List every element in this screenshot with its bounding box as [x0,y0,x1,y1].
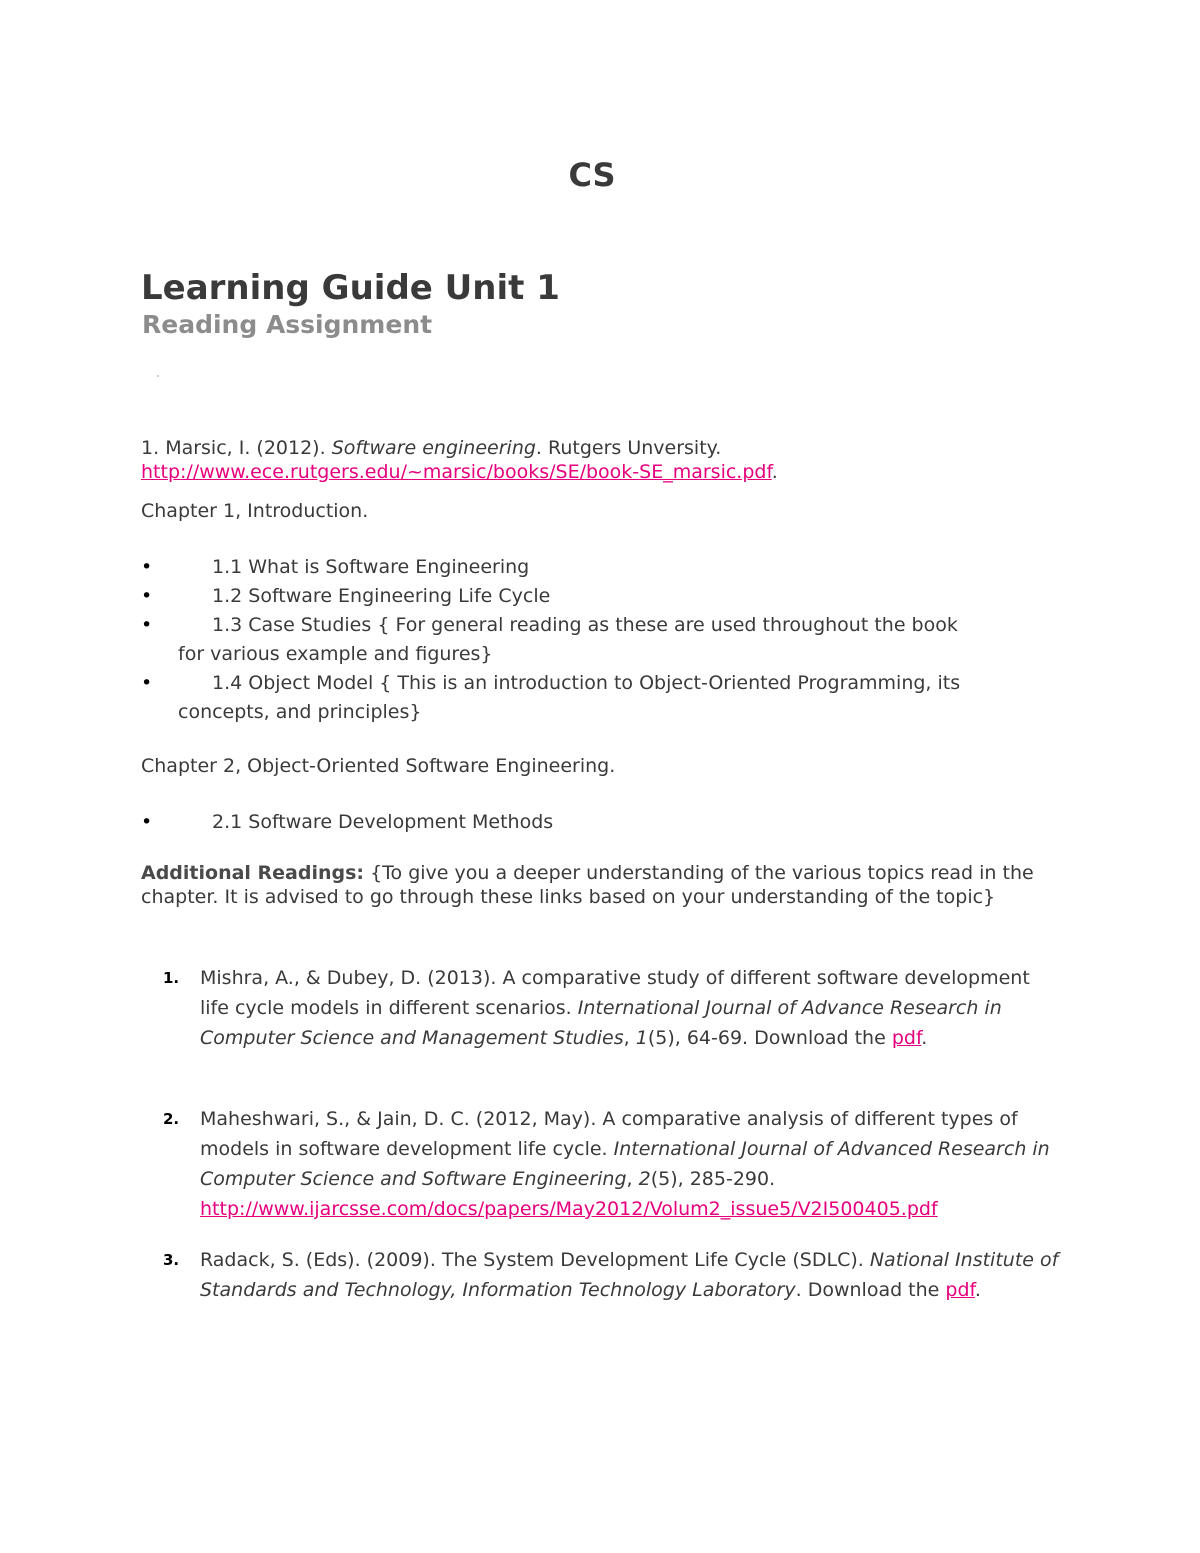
citation-journal: International Journal of Advance Research in Computer Science and Management Studies [200,997,1002,1049]
citation-text: , [626,1168,639,1190]
citation-text: (5), 64-69. Download the [647,1027,892,1049]
list-item [141,669,1041,727]
citation-volume: 2 [638,1168,651,1190]
citation-text: Mishra, A., & Dubey, D. (2013). A comparative study of different software development life cycle models in different scenarios. [200,967,1030,1019]
additional-readings-intro [141,861,1061,909]
chapter2-topic-list [141,808,1041,837]
reading-item [141,1104,1061,1224]
list-item-continuation: for various example and figures} [178,643,493,665]
citation-text: Radack, S. (Eds). (2009). The System Development Life Cycle (SDLC). [200,1249,870,1271]
list-item-continuation: concepts, and principles} [178,701,422,723]
bullet-icon: • [141,672,153,694]
primary-reading-end: . [771,461,778,483]
reading-citation [141,1245,1061,1305]
primary-reading-book-title: Software engineering [331,437,536,459]
list-item-text: 1.1 What is Software Engineering [212,556,530,578]
reading-number: 3. [163,1251,180,1269]
citation-text: (5), 285-290. [650,1168,776,1190]
page-subtitle: Reading Assignment [142,310,433,339]
list-item [141,808,1041,837]
citation-journal: International Journal of Advanced Research in Computer Science and Software Engineering [200,1138,1050,1190]
primary-reading-author: Marsic, I. (2012). [165,437,332,459]
chapter1-topic-list [141,553,1041,727]
citation-end: . [921,1027,928,1049]
list-item-text: 1.2 Software Engineering Life Cycle [212,585,551,607]
bullet-icon: • [141,811,153,833]
reading-citation [141,1104,1061,1224]
paper-url-link[interactable]: http://www.ijarcsse.com/docs/papers/May2012/Volum2_issue5/V2I500405.pdf [200,1198,938,1220]
list-item [141,611,1041,669]
reading-item [141,1245,1061,1305]
reading-number: 1. [163,969,180,987]
pdf-link[interactable]: pdf [891,1027,922,1049]
reading-citation [141,963,1061,1053]
bullet-icon: • [141,614,153,636]
citation-volume: 1 [635,1027,648,1049]
bullet-icon: • [141,556,153,578]
list-item-text: 2.1 Software Development Methods [212,811,554,833]
primary-reading-link[interactable]: http://www.ece.rutgers.edu/~marsic/books/SE/book-SE_marsic.pdf [141,461,772,483]
reading-number: 2. [163,1110,180,1128]
citation-text: Maheshwari, S., & Jain, D. C. (2012, May). A comparative analysis of different types of models in software development life cycle. [200,1108,1018,1160]
primary-reading-publisher: . Rutgers Unversity. [535,437,722,459]
decorative-dot [157,375,159,377]
list-item-text: 1.3 Case Studies { For general reading as these are used throughout the book [212,614,958,636]
page-title: Learning Guide Unit 1 [141,268,560,308]
pdf-link[interactable]: pdf [945,1279,975,1301]
primary-reading-number: 1. [141,437,160,459]
citation-text: , [623,1027,636,1049]
doc-header: CS [568,156,616,194]
chapter1-heading: Chapter 1, Introduction. [141,500,369,522]
list-item [141,582,1041,611]
reading-item [141,963,1061,1053]
additional-readings-text: {To give you a deeper understanding of the various topics read in the chapter. It is advised to go through these links based on your understanding of the topic} [141,862,1034,908]
citation-text: . Download the [795,1279,946,1301]
citation-end: . [974,1279,981,1301]
additional-readings-label: Additional Readings: [141,862,365,884]
bullet-icon: • [141,585,153,607]
list-item-text: 1.4 Object Model { This is an introduction to Object-Oriented Programming, its [212,672,961,694]
citation-journal: National Institute of Standards and Technology, Information Technology Laboratory [200,1249,1059,1301]
list-item [141,553,1041,582]
chapter2-heading: Chapter 2, Object-Oriented Software Engineering. [141,755,616,777]
primary-reading [141,436,1061,484]
